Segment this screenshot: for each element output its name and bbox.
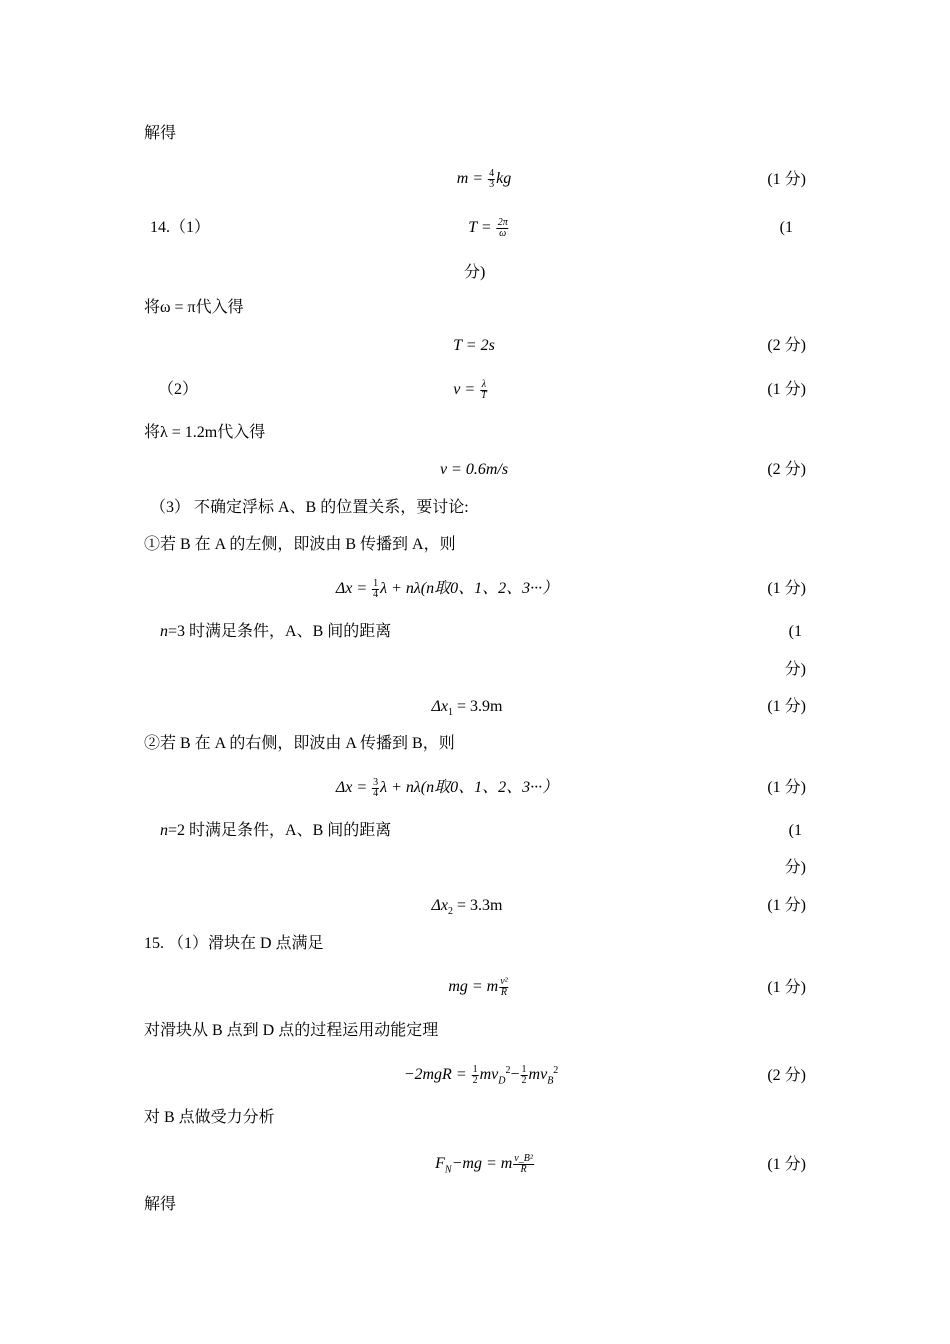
equation-distance-2 xyxy=(432,896,503,916)
denominator: 4 xyxy=(373,788,379,799)
text-line: 将λ = 1.2m代入得 xyxy=(144,424,266,441)
fraction xyxy=(480,380,488,401)
fraction xyxy=(521,1065,528,1086)
eq-part: λ + nλ(n取0、1、2、3···） xyxy=(380,580,559,598)
score: (1 xyxy=(788,623,802,640)
text-part: =2 时满足条件，A、B 间的距离 xyxy=(168,822,392,839)
eq-part: T = xyxy=(468,219,496,237)
text-line: ②若 B 在 A 的右侧，即波由 A 传播到 B，则 xyxy=(144,735,455,752)
eq-part: kg xyxy=(496,170,512,188)
eq-part: = 3.9m xyxy=(453,698,503,715)
score: 分) xyxy=(784,661,806,678)
score: 分) xyxy=(464,264,486,281)
text-line: （3） 不确定浮标 A、B 的位置关系，要讨论: xyxy=(150,499,469,516)
question-label: （2） xyxy=(158,381,199,398)
denominator: ω xyxy=(499,228,507,239)
equation-period-value: T = 2s xyxy=(453,337,495,354)
score: (2 分) xyxy=(767,337,806,354)
fraction xyxy=(497,218,509,239)
score: (1 分) xyxy=(767,897,806,914)
text-line: 将ω = π代入得 xyxy=(144,299,244,316)
numerator: 3 xyxy=(373,777,379,788)
score: (1 xyxy=(788,822,802,839)
score: (2 分) xyxy=(767,1067,806,1084)
equation-velocity-value: v = 0.6m/s xyxy=(439,461,509,478)
eq-part: −mg = m xyxy=(451,1155,513,1173)
equation-force xyxy=(435,1154,535,1175)
eq-part: F xyxy=(435,1155,445,1173)
eq-part: v = xyxy=(453,381,480,399)
subscript: 1 xyxy=(448,707,454,719)
fraction xyxy=(372,579,379,600)
numerator: 4 xyxy=(489,168,495,179)
numerator: λ xyxy=(481,379,487,390)
eq-part: − xyxy=(510,1066,520,1084)
subscript: B xyxy=(547,1075,554,1087)
score: (1 分) xyxy=(767,171,806,188)
score: 分) xyxy=(784,859,806,876)
eq-part: m = xyxy=(456,170,488,188)
score: (1 分) xyxy=(767,580,806,597)
denominator: T xyxy=(481,390,487,401)
eq-part: λ + nλ(n取0、1、2、3···） xyxy=(380,779,559,797)
numerator: v_B² xyxy=(514,1153,533,1164)
equation-circular-motion xyxy=(448,977,509,998)
denominator: R xyxy=(500,987,507,998)
numerator: 1 xyxy=(472,1064,478,1075)
score: (1 分) xyxy=(767,779,806,796)
denominator: 4 xyxy=(373,589,379,600)
fraction xyxy=(488,169,495,190)
question-label: 14.（1） xyxy=(150,219,211,236)
numerator: v² xyxy=(500,976,508,987)
denominator: 3 xyxy=(489,179,495,190)
numerator: 1 xyxy=(373,578,379,589)
score: (2 分) xyxy=(767,461,806,478)
denominator: 2 xyxy=(521,1075,527,1086)
fraction xyxy=(499,977,508,998)
numerator: 1 xyxy=(521,1064,527,1075)
eq-part: Δx xyxy=(431,897,449,914)
fraction xyxy=(372,778,379,799)
eq-part: −2mgR = xyxy=(403,1066,471,1084)
equation-distance-right xyxy=(336,778,558,799)
fraction xyxy=(472,1065,479,1086)
score: (1 分) xyxy=(767,698,806,715)
equation-velocity xyxy=(453,380,488,401)
text-line: 解得 xyxy=(144,1196,177,1213)
score: (1 xyxy=(779,219,793,236)
text-line: 对滑块从 B 点到 D 点的过程运用动能定理 xyxy=(144,1022,439,1039)
equation-energy xyxy=(404,1065,559,1086)
denominator: R xyxy=(520,1164,527,1175)
equation-distance-1 xyxy=(432,697,503,717)
eq-part: mv xyxy=(479,1066,499,1084)
score: (1 分) xyxy=(767,381,806,398)
score: (1 分) xyxy=(767,1156,806,1173)
text-part: =3 时满足条件，A、B 间的距离 xyxy=(168,623,392,640)
text-line: ①若 B 在 A 的左侧，即波由 B 传播到 A，则 xyxy=(144,536,456,553)
text-line: 解得 xyxy=(144,125,177,142)
eq-part: Δx xyxy=(431,698,449,715)
eq-part: mv xyxy=(528,1066,548,1084)
eq-part: mg = m xyxy=(448,978,499,996)
superscript: 2 xyxy=(505,1064,511,1076)
subscript: 2 xyxy=(448,906,454,918)
text-line: 对 B 点做受力分析 xyxy=(144,1109,275,1126)
equation-mass xyxy=(457,169,511,190)
text-line xyxy=(160,821,391,841)
variable-n: n xyxy=(160,623,168,640)
eq-part: = 3.3m xyxy=(453,897,503,914)
superscript: 2 xyxy=(553,1064,559,1076)
variable-n: n xyxy=(160,822,168,839)
eq-part: Δx = xyxy=(335,779,372,797)
equation-period xyxy=(468,218,509,239)
numerator: 2π xyxy=(497,217,508,228)
eq-part: Δx = xyxy=(335,580,372,598)
equation-distance-left xyxy=(336,579,558,600)
subscript: D xyxy=(498,1075,506,1087)
fraction xyxy=(513,1154,534,1175)
denominator: 2 xyxy=(472,1075,478,1086)
text-line xyxy=(160,622,391,642)
text-line: 15. （1）滑块在 D 点满足 xyxy=(144,935,324,952)
subscript: N xyxy=(444,1164,452,1176)
score: (1 分) xyxy=(767,979,806,996)
